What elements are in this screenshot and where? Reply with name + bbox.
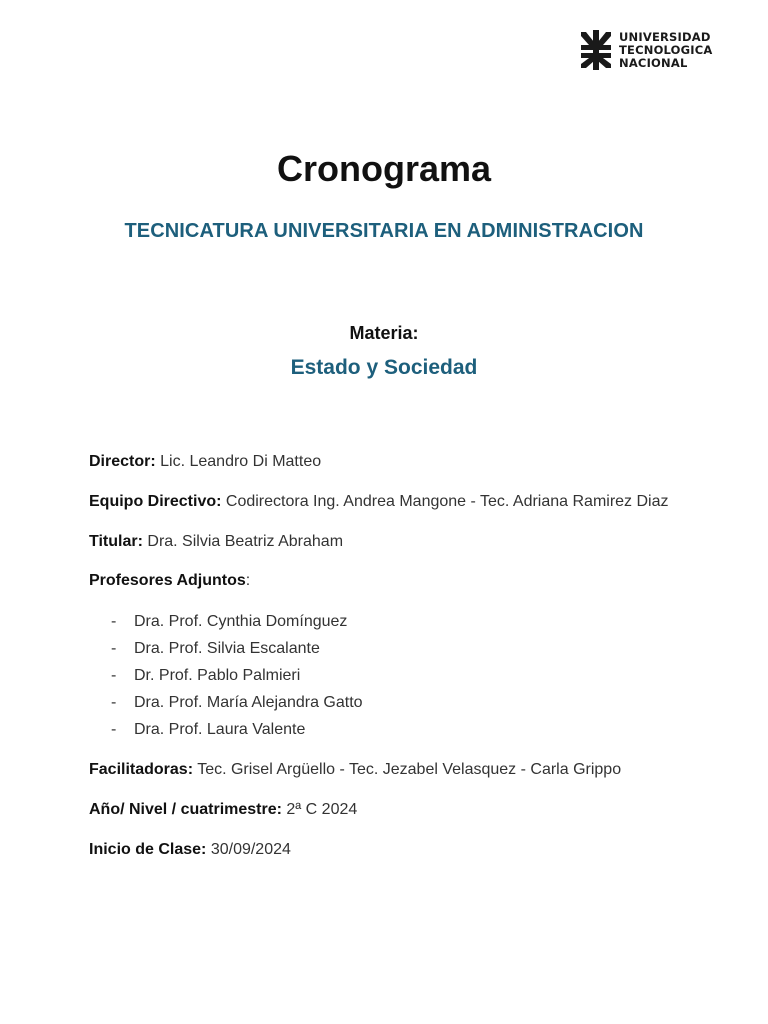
- nivel-field: [89, 801, 357, 819]
- titular-field: [89, 533, 343, 551]
- utn-emblem-icon: [581, 30, 611, 70]
- list-dash: -: [111, 721, 117, 738]
- list-item: [111, 612, 363, 639]
- profesor-name: Dra. Prof. María Alejandra Gatto: [134, 694, 363, 711]
- director-label: Director:: [89, 453, 156, 470]
- inicio-clase-value: 30/09/2024: [206, 841, 291, 858]
- equipo-directivo-value: Codirectora Ing. Andrea Mangone - Tec. Adriana Ramirez Diaz: [221, 493, 669, 510]
- profesor-name: Dra. Prof. Cynthia Domínguez: [134, 613, 348, 630]
- equipo-directivo-field: [89, 493, 669, 511]
- profesor-name: Dra. Prof. Laura Valente: [134, 721, 306, 738]
- list-dash: -: [111, 613, 117, 630]
- profesores-adjuntos-label: Profesores Adjuntos: [89, 572, 246, 589]
- facilitadoras-value: Tec. Grisel Argüello - Tec. Jezabel Velasquez - Carla Grippo: [193, 761, 622, 778]
- logo-line-1: UNIVERSIDAD: [619, 29, 711, 44]
- nivel-value: 2ª C 2024: [281, 801, 358, 818]
- profesores-adjuntos-colon: :: [245, 572, 251, 589]
- logo-line-3: NACIONAL: [619, 55, 688, 70]
- list-item: [111, 639, 363, 666]
- materia-name: Estado y Sociedad: [290, 356, 478, 379]
- equipo-directivo-label: Equipo Directivo:: [89, 493, 222, 510]
- program-subtitle: TECNICATURA UNIVERSITARIA EN ADMINISTRACION: [124, 220, 644, 242]
- document-title: Cronograma: [276, 148, 492, 189]
- director-value: Lic. Leandro Di Matteo: [155, 453, 322, 470]
- nivel-label: Año/ Nivel / cuatrimestre:: [89, 801, 282, 818]
- profesor-name: Dra. Prof. Silvia Escalante: [134, 640, 320, 657]
- profesor-name: Dr. Prof. Pablo Palmieri: [134, 667, 301, 684]
- list-item: [111, 720, 363, 747]
- profesores-list: [111, 612, 363, 747]
- inicio-clase-label: Inicio de Clase:: [89, 841, 207, 858]
- logo-wordmark: [619, 31, 713, 70]
- director-field: [89, 453, 321, 471]
- list-item: [111, 666, 363, 693]
- inicio-clase-field: [89, 841, 291, 859]
- facilitadoras-field: [89, 761, 621, 779]
- list-item: [111, 693, 363, 720]
- logo-line-2: TECNOLOGICA: [619, 42, 713, 57]
- titular-label: Titular:: [89, 533, 143, 550]
- materia-label: Materia:: [349, 323, 419, 343]
- facilitadoras-label: Facilitadoras:: [89, 761, 194, 778]
- titular-value: Dra. Silvia Beatriz Abraham: [142, 533, 344, 550]
- utn-logo: [581, 30, 713, 70]
- list-dash: -: [111, 640, 117, 657]
- list-dash: -: [111, 694, 117, 711]
- profesores-adjuntos-field: [89, 572, 250, 590]
- list-dash: -: [111, 667, 117, 684]
